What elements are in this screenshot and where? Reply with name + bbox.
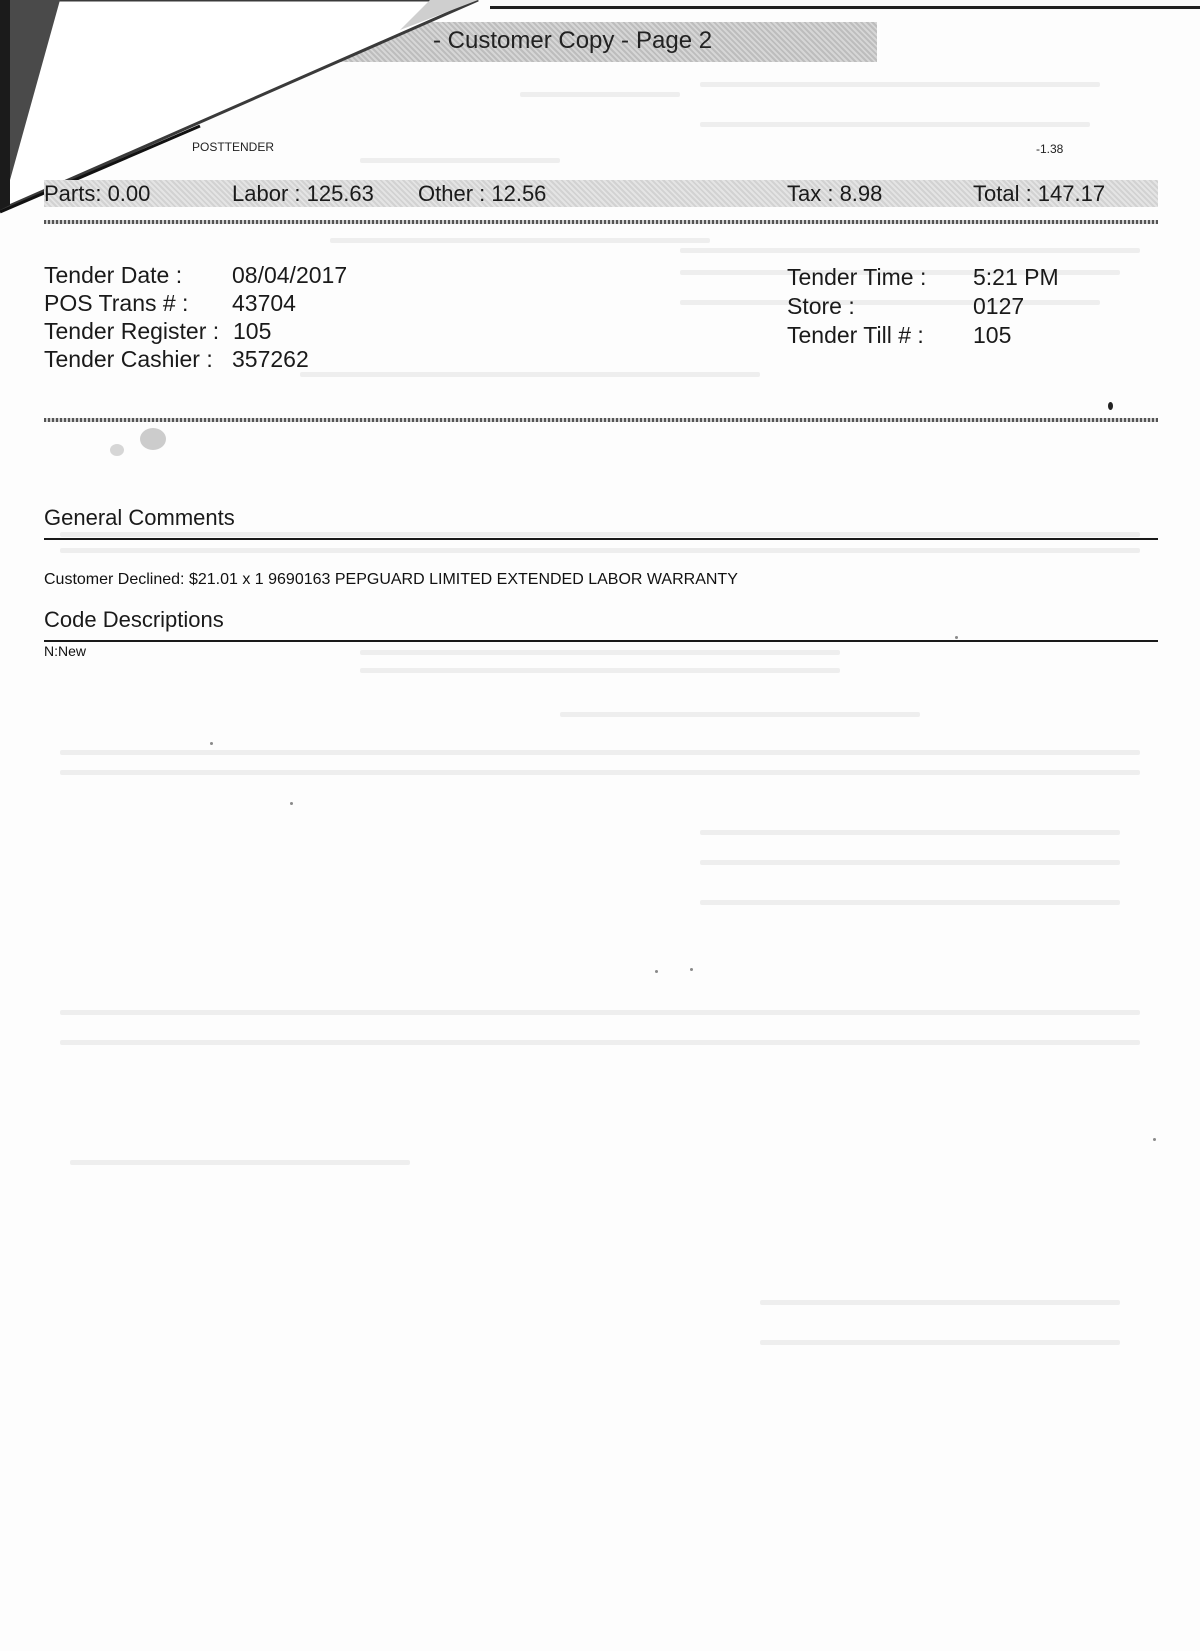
code-descriptions-rule	[44, 640, 1158, 642]
separator-bottom	[44, 418, 1158, 422]
top-edge-line	[490, 6, 1200, 9]
general-comments-rule	[44, 538, 1158, 540]
store-label: Store :	[787, 293, 855, 319]
labor-total: Labor : 125.63	[232, 181, 374, 206]
tender-cashier-label: Tender Cashier :	[44, 346, 213, 372]
pos-trans-label: POS Trans # :	[44, 290, 189, 316]
grand-total: Total : 147.17	[973, 181, 1106, 206]
pos-trans-value: 43704	[232, 290, 296, 316]
tender-till-label: Tender Till # :	[787, 322, 924, 348]
general-comments-title: General Comments	[44, 505, 235, 530]
post-tender-code: POSTTENDER	[192, 140, 275, 154]
banner-title: - Customer Copy -	[433, 27, 630, 54]
tax-total: Tax : 8.98	[787, 181, 883, 206]
parts-total: Parts: 0.00	[44, 181, 151, 206]
tender-time-label: Tender Time :	[787, 264, 927, 290]
store-value: 0127	[973, 293, 1025, 319]
tender-cashier-value: 357262	[232, 346, 309, 372]
tender-date-label: Tender Date :	[44, 262, 183, 288]
code-descriptions-title: Code Descriptions	[44, 607, 224, 632]
page-number: Page 2	[636, 27, 713, 54]
tender-time-value: 5:21 PM	[973, 264, 1059, 290]
tender-till-value: 105	[973, 322, 1012, 348]
tender-register-value: 105	[233, 318, 272, 344]
tender-register-label: Tender Register :	[44, 318, 220, 344]
tender-date-value: 08/04/2017	[232, 262, 348, 288]
general-comment-line: Customer Declined: $21.01 x 1 9690163 PEPGUARD LIMITED EXTENDED LABOR WARRANTY	[44, 571, 738, 588]
code-description-line: N:New	[44, 643, 87, 659]
right-code: -1.38	[1036, 142, 1064, 156]
other-total: Other : 12.56	[418, 181, 547, 206]
separator-top	[44, 220, 1158, 224]
